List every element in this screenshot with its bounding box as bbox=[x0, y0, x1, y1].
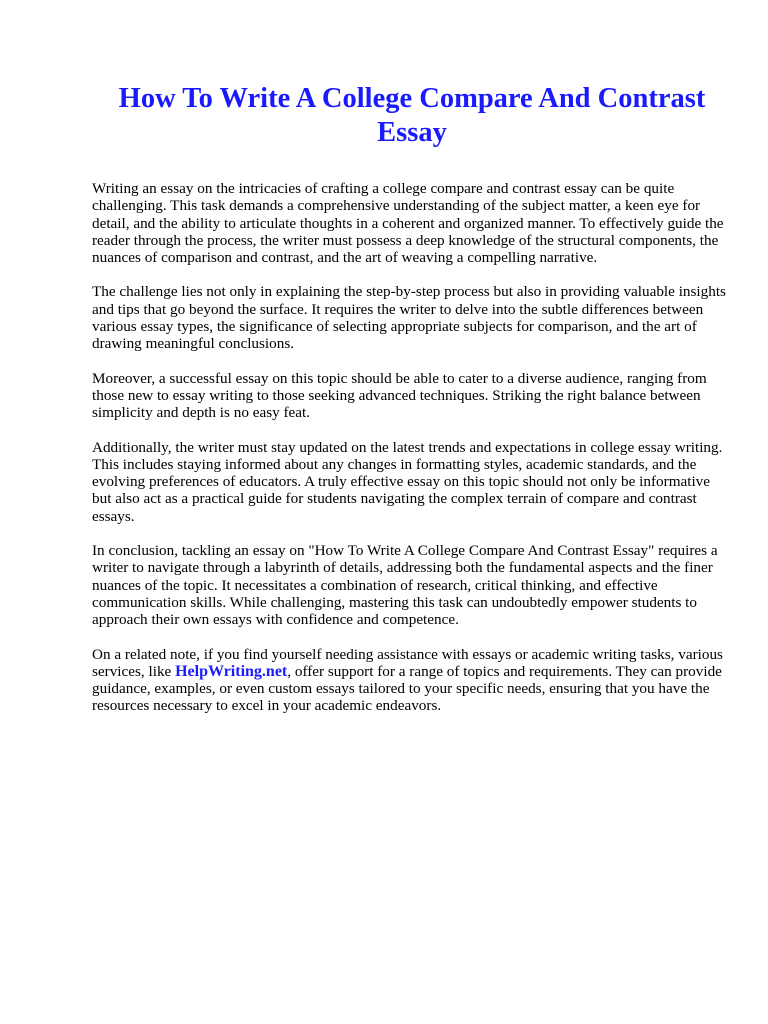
helpwriting-link[interactable]: HelpWriting.net bbox=[175, 662, 288, 680]
paragraph-trends: Additionally, the writer must stay updated on the latest trends and expectations in college essay writing. This includes staying informed about any changes in formatting styles, academic standards, and the evolving preferences of educators. A truly effective essay on this topic should not only be informative but also act as a practical guide for students navigating the complex terrain of compare and contrast essays. bbox=[92, 438, 723, 525]
document-body bbox=[92, 180, 732, 732]
paragraph-related-note bbox=[92, 646, 732, 715]
paragraph-audience: Moreover, a successful essay on this topic should be able to cater to a diverse audience, ranging from those new to essay writing to those seeking advanced techniques. Striking the right balance between simplicity and depth is no easy feat. bbox=[92, 369, 707, 422]
paragraph-challenge: The challenge lies not only in explaining the step-by-step process but also in providing valuable insights and tips that go beyond the surface. It requires the writer to delve into the subtle differences between various essay types, the significance of selecting appropriate subjects for comparison, and the art of drawing meaningful conclusions. bbox=[92, 283, 726, 353]
related-note-text-before: On a related note, if you find yourself needing assistance with essays or academic writing tasks, various services, like bbox=[92, 645, 723, 680]
paragraph-conclusion: In conclusion, tackling an essay on "How To Write A College Compare And Contrast Essay" requires a writer to navigate through a labyrinth of details, addressing both the fundamental aspects and the finer nuances of the topic. It necessitates a combination of research, critical thinking, and effective communication skills. While challenging, mastering this task can undoubtedly empower students to approach their own essays with confidence and competence. bbox=[92, 542, 718, 629]
related-note-text-after: , offer support for a range of topics and requirements. They can provide guidance, examples, or even custom essays tailored to your specific needs, ensuring that you have the resources necessary to excel in your academic endeavors. bbox=[92, 662, 722, 715]
document-title: How To Write A College Compare And Contrast Essay bbox=[118, 83, 706, 148]
paragraph-intro: Writing an essay on the intricacies of crafting a college compare and contrast essay can be quite challenging. This task demands a comprehensive understanding of the subject matter, a keen eye for detail, and the ability to articulate thoughts in a coherent and organized manner. To effectively guide the reader through the process, the writer must possess a deep knowledge of the structural components, the nuances of comparison and contrast, and the art of weaving a compelling narrative. bbox=[92, 180, 724, 267]
